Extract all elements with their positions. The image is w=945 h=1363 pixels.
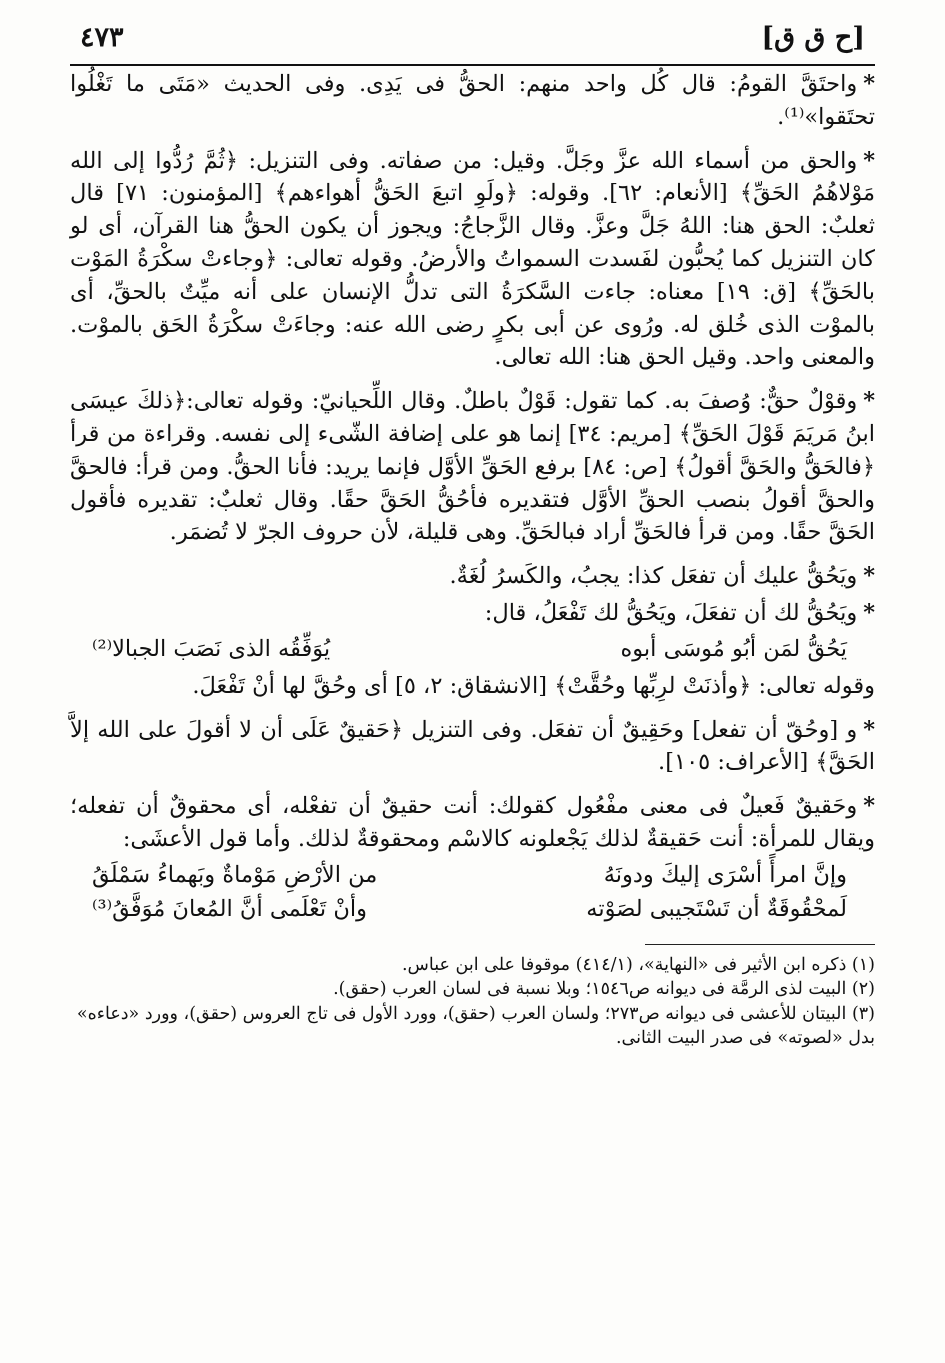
header-rule (70, 64, 875, 66)
entry-text: و [وحُقّ أن تفعل] وحَقِيقٌ أن تفعَل. وفى التنزيل ﴿حَقيقٌ عَلَى أن لا أقولَ على الله إلاَّ الحَقَّ﴾ [الأعراف: ١٠٥]. (70, 716, 875, 776)
entry-yahuqqu-alayk (70, 560, 875, 593)
entry-star-icon: * (863, 388, 875, 415)
entry-text: والحق من أسماء الله عزَّ وجَلَّ. وقيل: من صفاته. وفى التنزيل: ﴿ثُمَّ رُدُّوا إلى الله مَوْلاهُمُ الحَقِّ﴾ [الأنعام: ٦٢]. وقوله: ﴿ولَوِ اتبعَ الحَقُّ أهواءهم﴾ [المؤمنون: ٧١] قال ثعلبٌ: الحق هنا: اللهُ جَلَّ وعزَّ. وقال الزَّجاجُ: ويجوز أن يكون الحقُّ هنا القرآن، أى لو كان التنزيل كما يُحبُّون لفَسدت السمواتُ والأرضُ. وقوله تعالى: ﴿وجاءتْ سكْرَةُ المَوْت بالحَقِّ﴾ [ق: ١٩] معناه: جاءت السَّكرَةُ التى تدلُّ الإنسان على أنه ميِّتٌ بالحقِّ، أى بالموْت الذى خُلق له. ورُوى عن أبى بكرٍ رضى الله عنه: وجاءَتْ سكْرَةُ الحَق بالموْت. والمعنى واحد. وقيل الحق هنا: الله تعالى. (70, 147, 876, 371)
verse-line (70, 632, 875, 666)
entry-qawl-haqq (70, 385, 875, 549)
verse-first-hemistich: وإنَّ امرأً أسْرَى إليكَ ودونَهُ (603, 861, 847, 888)
entry-text: ويَحُقُّ لك أن تفعَلَ، ويَحُقُّ لك تَفْعَلُ، قال: (484, 599, 858, 626)
verse-line (70, 892, 875, 926)
entry-star-icon: * (863, 147, 875, 174)
verse-second-hemistich: وأنْ تَعْلَمى أنَّ المُعانَ مُوَفَّقُ⁽³⁾ (92, 895, 367, 922)
footnote-2: (٢) البيت لذى الرمَّة فى ديوانه ص١٥٤٦؛ وبلا نسبة فى لسان العرب (حقق). (333, 979, 875, 1000)
footnote-rule (645, 944, 875, 945)
verse-line (70, 858, 875, 892)
entry-star-icon: * (863, 71, 875, 97)
entry-star-icon: * (863, 793, 875, 820)
entry-yahuqqu-lak (70, 597, 875, 630)
verse-second-hemistich: من الأرْضِ مَوْماةٌ وبَهماءُ سَمْلَقُ (92, 861, 378, 888)
entry-text: واحتَقَّ القومُ: قال كُل واحد منهم: الحقُّ فى يَدِى. وفى الحديث «مَتَى ما تَغْلُوا تحتَقوا»⁽¹⁾. (70, 71, 875, 130)
quran-citation-inshiqaq: وقوله تعالى: ﴿وأذنَتْ لرِبِّها وحُقَّتْ﴾ [الانشقاق: ٢، ٥] أى وحُقَّ لها أنْ تَفْعَلَ. (192, 672, 875, 699)
page (70, 18, 875, 1353)
entry-star-icon: * (863, 716, 875, 743)
entry-ihtaqqa (70, 68, 875, 134)
section-label: [ح ق ق] (761, 22, 865, 53)
entry-al-haqq-divine-name (70, 145, 875, 375)
entry-star-icon: * (863, 599, 875, 626)
entry-text: وقوْلٌ حقٌّ: وُصفَ به. كما تقول: قَوْلٌ باطلٌ. وقال اللِّحيانيّ: وقوله تعالى:﴿ذلكَ عيسَى ابنُ مَريَمَ قَوْلَ الحَقِّ﴾ [مريم: ٣٤] إنما هو على إضافة الشّىء إلى نفسه. وقراءة من قرأ ﴿فالحَقُّ والحَقَّ أقولُ﴾ [ص: ٨٤] برفع الحَقِّ الأوَّل فإنما يريد: فأنا الحقُّ. ومن قرأ: فالحقَّ والحقَّ أقولُ بنصب الحقِّ الأوَّل فتقديره فأحُقُّ الحَقَّ حقًا. وقال ثعلبٌ: تقديره فأقول الحَقَّ حقًا. ومن قرأ فالحَقِّ أراد فبالحَقِّ. وهى قليلة، لأن حروف الجرّ لا تُضمَر. (70, 388, 876, 546)
page-header (70, 18, 875, 68)
page-number: ٤٧٣ (80, 22, 124, 53)
verse-first-hemistich: يَحُقُّ لمَن أبُو مُوسَى أبوه (620, 635, 847, 662)
entry-star-icon: * (863, 563, 875, 590)
footnote-3: (٣) البيتان للأعشى فى ديوانه ص٢٧٣؛ ولسان العرب (حقق)، وورد الأول فى تاج العروس (حقق)، وورد «دعاءه» بدل «لصوته» فى صدر البيت الثانى. (76, 1003, 875, 1049)
verse-first-hemistich: لَمحْقُوقَةٌ أن تَسْتَجيبى لصَوْته (586, 895, 847, 922)
entry-haqiq (70, 714, 875, 780)
verse-second-hemistich: يُوَفِّقُه الذى نَصَبَ الجبالا⁽²⁾ (92, 635, 331, 662)
footnote-1: (١) ذكره ابن الأثير فى «النهاية»، (٤١٤/١) موقوفا على ابن عباس. (401, 954, 875, 975)
entry-text: ويَحُقُّ عليك أن تفعَل كذا: يجبُ، والكَسرُ لُغَةٌ. (449, 563, 858, 590)
entry-haqiq-faeel (70, 790, 875, 856)
entry-text: وحَقيقٌ فَعيلٌ فى معنى مفْعُول كقولك: أنت حقيقٌ أن تفعْله، أى محقوقٌ أن تفعله؛ ويقال للمرأة: أنت حَقيقةٌ لذلك يَجْعلونه كالاسْم ومحقوقةٌ لذلك. وأما قول الأعشَى: (70, 793, 875, 852)
